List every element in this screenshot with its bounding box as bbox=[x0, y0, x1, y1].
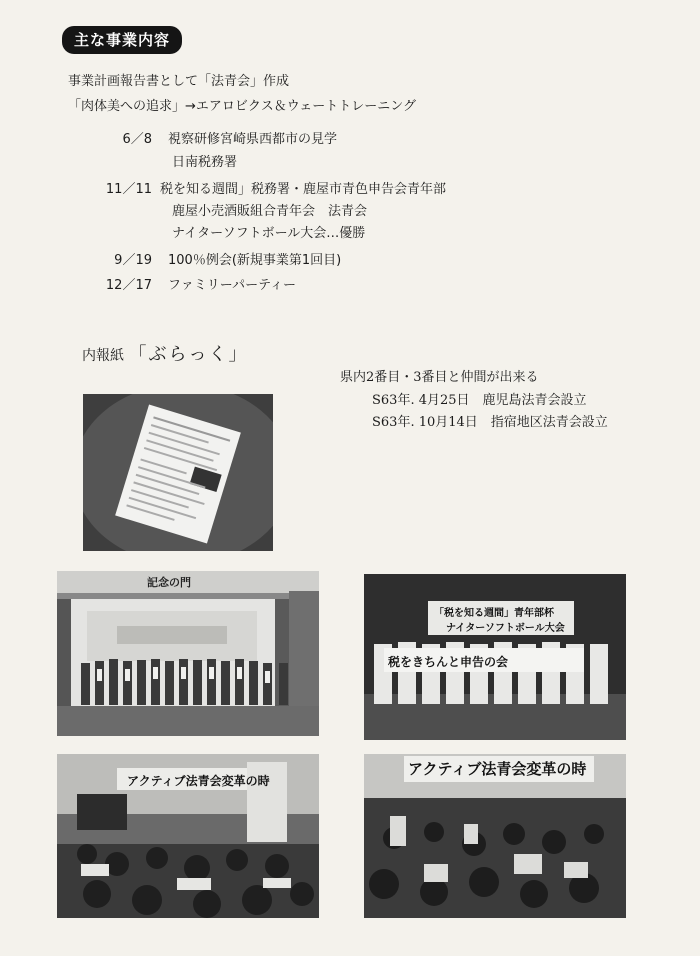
softball-banner-line1: 「税を知る週間」青年部杯 bbox=[434, 608, 554, 619]
event-date: 9／19 bbox=[114, 253, 152, 268]
photo-meeting bbox=[57, 754, 319, 918]
meeting-banner-text: アクティブ法青会変革の時 bbox=[127, 774, 270, 788]
section-heading: 主な事業内容 bbox=[62, 26, 182, 54]
photo-party bbox=[364, 754, 626, 918]
event-line: ファミリーパーティー bbox=[168, 278, 297, 293]
newsletter-title bbox=[82, 340, 248, 366]
party-banner-text: アクティブ法青会変革の時 bbox=[408, 760, 587, 778]
photo-softball-team bbox=[364, 574, 626, 740]
newsletter-name: 「ぶらっく」 bbox=[128, 344, 249, 365]
intro-line-2: 「肉体美への追求」→エアロビクス＆ウェートトレーニング bbox=[68, 99, 416, 114]
event-date: 6／8 bbox=[122, 132, 152, 147]
gate-sign-text: 記念の門 bbox=[147, 576, 191, 589]
photo-newsletter bbox=[83, 394, 273, 551]
event-date: 12／17 bbox=[105, 278, 152, 293]
event-line: 鹿屋小売酒販組合青年会 法青会 bbox=[172, 204, 368, 219]
softball-banner-line2: ナイターソフトボール大会 bbox=[446, 623, 565, 634]
intro-line-1: 事業計画報告書として「法青会」作成 bbox=[68, 74, 290, 89]
photo-gate-group bbox=[57, 571, 319, 736]
event-line: 日南税務署 bbox=[172, 155, 238, 170]
shirt-lettering: 税をきちんと申告の会 bbox=[388, 655, 509, 669]
chapter-item: S63年. 10月14日 指宿地区法青会設立 bbox=[372, 415, 608, 430]
newsletter-prefix: 内報紙 bbox=[82, 348, 124, 364]
chapters-intro: 県内2番目・3番目と仲間が出来る bbox=[340, 370, 539, 385]
event-date: 11／11 bbox=[105, 182, 152, 197]
chapter-item: S63年. 4月25日 鹿児島法青会設立 bbox=[372, 393, 587, 408]
event-line: 視察研修宮崎県西都市の見学 bbox=[168, 132, 338, 147]
event-line: ナイターソフトボール大会…優勝 bbox=[172, 226, 366, 241]
event-line: 税を知る週間」税務署・鹿屋市青色申告会青年部 bbox=[160, 182, 447, 197]
event-line: 100％例会(新規事業第1回目) bbox=[168, 253, 342, 268]
